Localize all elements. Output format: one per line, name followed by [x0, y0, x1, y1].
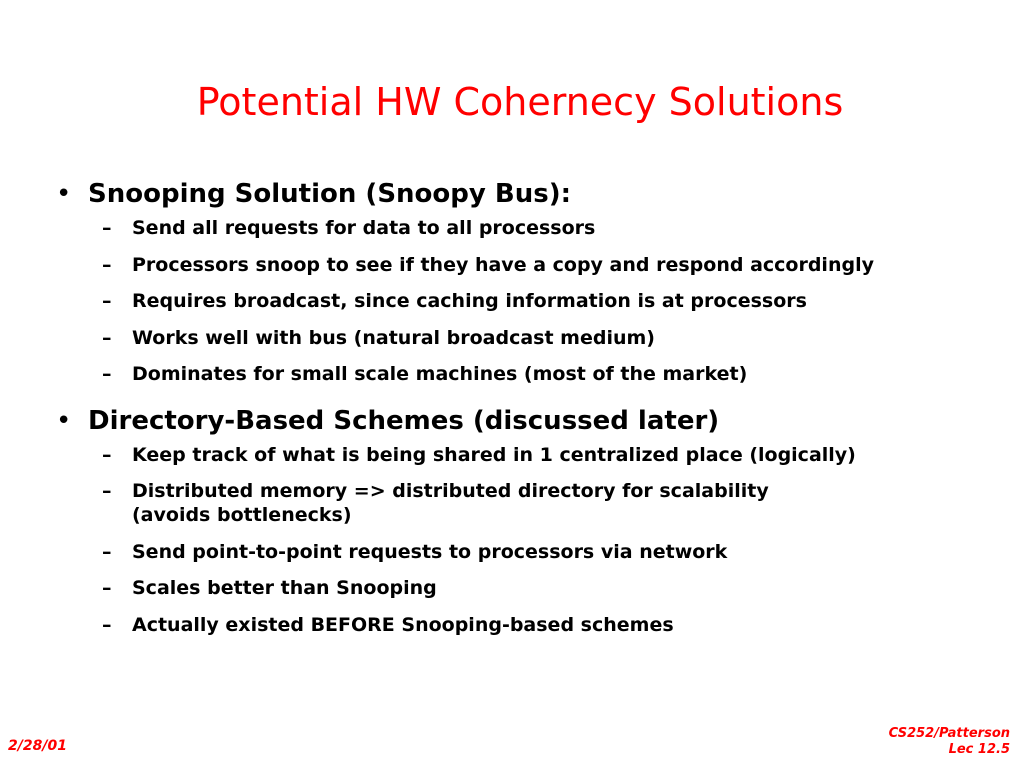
dash-marker: – [102, 290, 112, 312]
course-footer [889, 726, 1010, 758]
sub-item [56, 443, 1006, 467]
bullet-marker: • [56, 179, 72, 209]
course-name: CS252/Patterson [888, 726, 1010, 741]
sub-item [56, 362, 1006, 386]
snooping-sub-list [56, 216, 1006, 386]
bullet-marker: • [56, 405, 72, 436]
sub-item-text: Distributed memory => distributed directory for scalability [132, 480, 769, 502]
sub-item-text: Works well with bus (natural broadcast medium) [132, 326, 655, 349]
sub-item [56, 479, 1006, 527]
lecture-number: Lec 12.5 [948, 742, 1010, 757]
slide-title: Potential HW Cohernecy Solutions [196, 80, 844, 124]
dash-marker: – [102, 443, 112, 466]
sub-item-text: Send point-to-point requests to processors via network [132, 540, 728, 563]
sub-item [56, 253, 1006, 277]
sub-item [56, 326, 1006, 350]
dash-marker: – [102, 540, 112, 563]
sub-item [56, 216, 1006, 240]
dash-marker: – [102, 480, 112, 502]
dash-marker: – [102, 326, 112, 349]
sub-item [56, 576, 1006, 600]
bullet-snooping-solution [56, 172, 1006, 216]
dash-marker: – [102, 613, 112, 636]
sub-item [56, 613, 1006, 637]
sub-item-text: Processors snoop to see if they have a copy and respond accordingly [132, 253, 874, 276]
sub-item-text: Keep track of what is being shared in 1 centralized place (logically) [132, 443, 856, 466]
slide-content [56, 172, 1006, 649]
sub-item [56, 289, 1006, 313]
sub-item-text: Dominates for small scale machines (most of the market) [132, 363, 748, 385]
dash-marker: – [102, 253, 112, 276]
dash-marker: – [102, 217, 112, 239]
directory-sub-list [56, 443, 1006, 637]
slide-date: 2/28/01 [8, 738, 67, 754]
bullet-directory-based [56, 399, 1006, 443]
sub-item-text: Requires broadcast, since caching information is at processors [132, 290, 807, 312]
dash-marker: – [102, 577, 112, 599]
sub-item [56, 540, 1006, 564]
bullet-text: Directory-Based Schemes (discussed later) [88, 405, 720, 436]
bullet-text: Snooping Solution (Snoopy Bus): [88, 179, 571, 209]
sub-item-text: Actually existed BEFORE Snooping-based schemes [132, 613, 674, 636]
sub-item-text-continued: (avoids bottlenecks) [132, 504, 352, 526]
sub-item-text: Scales better than Snooping [132, 577, 437, 599]
dash-marker: – [102, 363, 112, 385]
sub-item-text: Send all requests for data to all processors [132, 217, 596, 239]
